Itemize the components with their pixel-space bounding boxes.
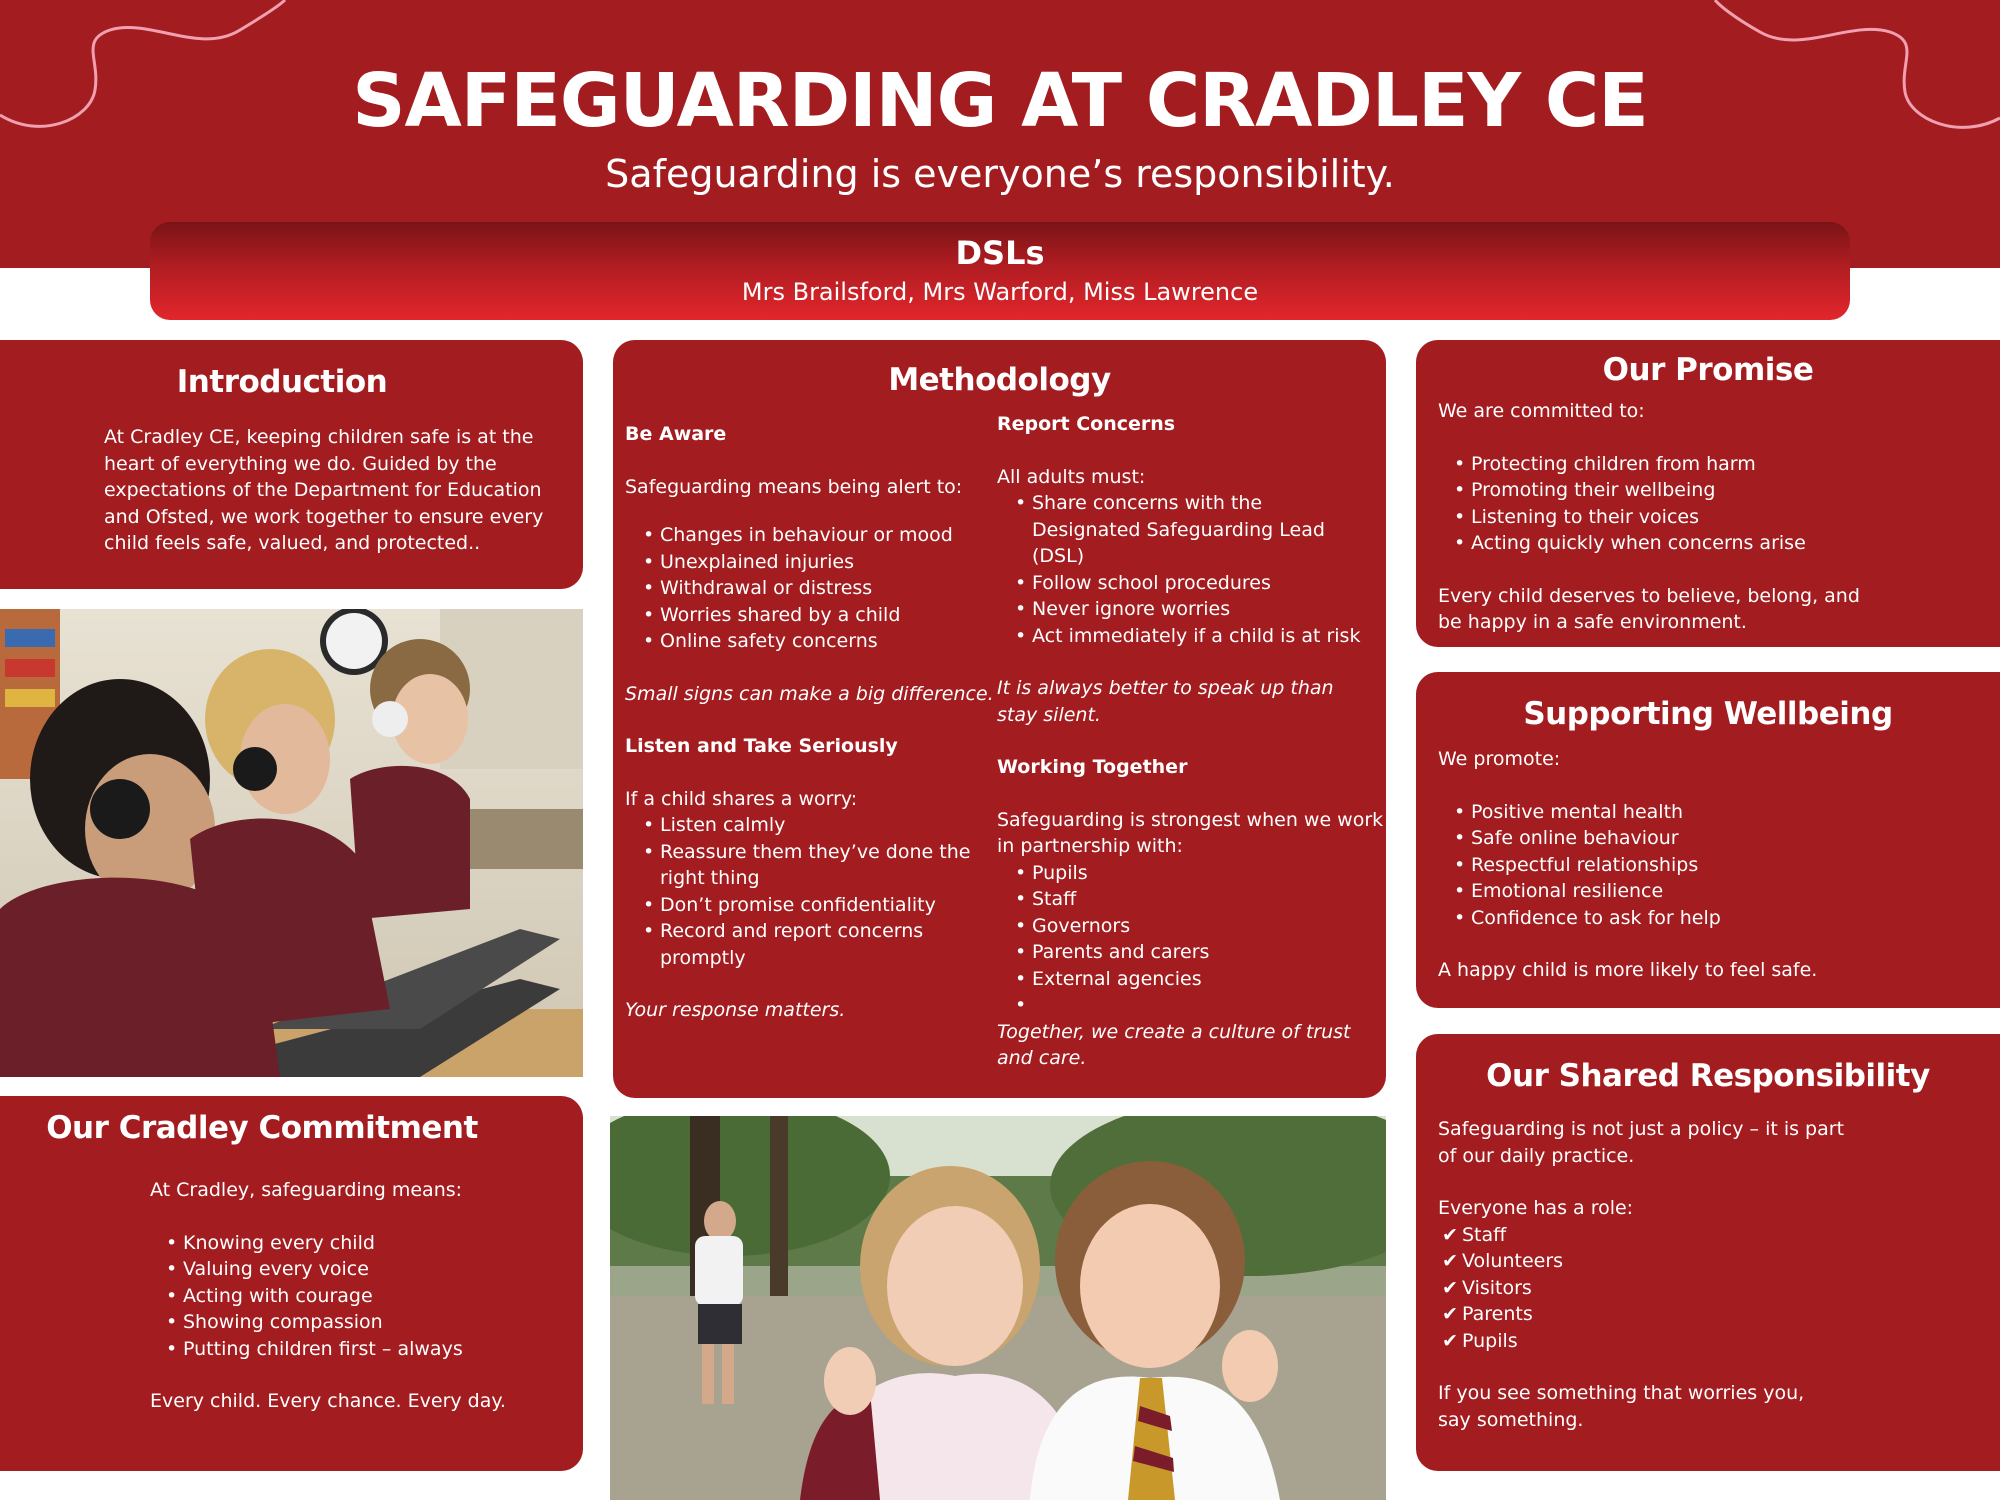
be-aware-list — [643, 522, 995, 655]
list-item: • Protecting children from harm — [1454, 451, 1888, 478]
list-item: • Share concerns with the Designated Safeguarding Lead (DSL) — [1015, 490, 1365, 570]
commitment-card — [0, 1096, 583, 1471]
playground-photo — [610, 1116, 1386, 1500]
classroom-photo-icon — [0, 609, 583, 1077]
list-item: • Emotional resilience — [1454, 878, 1888, 905]
promise-card — [1416, 340, 2000, 647]
listen-closing: Your response matters. — [625, 999, 846, 1021]
commitment-heading: Our Cradley Commitment — [46, 1110, 478, 1146]
list-item: • Follow school procedures — [1015, 570, 1365, 597]
shared-closing: If you see something that worries you, say something. — [1438, 1382, 1805, 1431]
report-intro: All adults must: — [997, 465, 1146, 488]
list-item: ✔ Volunteers — [1438, 1248, 1868, 1275]
be-aware-title: Be Aware — [625, 423, 727, 445]
report-list — [1015, 490, 1365, 649]
commitment-list — [166, 1230, 570, 1363]
list-item: • Governors — [1015, 913, 1386, 940]
list-item: • Respectful relationships — [1454, 852, 1888, 879]
wellbeing-closing: A happy child is more likely to feel safe. — [1438, 959, 1818, 981]
list-item: • Listen calmly — [643, 812, 973, 839]
dsl-banner — [150, 222, 1850, 320]
list-item: • Acting quickly when concerns arise — [1454, 530, 1888, 557]
list-item: • Changes in behaviour or mood — [643, 522, 995, 549]
list-item: • Valuing every voice — [166, 1256, 570, 1283]
classroom-photo — [0, 609, 583, 1077]
playground-photo-icon — [610, 1116, 1386, 1500]
check-icon: ✔ — [1442, 1303, 1458, 1325]
list-item: • Promoting their wellbeing — [1454, 477, 1888, 504]
list-item: • Parents and carers — [1015, 939, 1386, 966]
list-item: • Withdrawal or distress — [643, 575, 995, 602]
list-item: • Putting children first – always — [166, 1336, 570, 1363]
be-aware-section — [625, 421, 995, 1024]
listen-intro: If a child shares a worry: — [625, 787, 858, 810]
working-title: Working Together — [997, 756, 1188, 778]
list-item: • Online safety concerns — [643, 628, 995, 655]
report-section — [997, 411, 1386, 1072]
introduction-body: At Cradley CE, keeping children safe is at the heart of everything we do. Guided by the expectations of the Department for Education and Ofsted, we work together to ensure every child feels safe, valued, and protected.. — [104, 426, 544, 554]
dsl-title: DSLs — [955, 234, 1045, 272]
list-item: ✔ Staff — [1438, 1222, 1868, 1249]
listen-list — [643, 812, 973, 971]
report-closing: It is always better to speak up than stay silent. — [997, 677, 1334, 726]
list-item: • Listening to their voices — [1454, 504, 1888, 531]
working-closing: Together, we create a culture of trust and care. — [997, 1020, 1351, 1069]
methodology-card — [613, 340, 1386, 1098]
shared-card — [1416, 1034, 2000, 1471]
list-item — [1015, 992, 1386, 1019]
working-intro: Safeguarding is strongest when we work in partnership with: — [997, 808, 1384, 857]
page-subtitle: Safeguarding is everyone’s responsibility. — [605, 152, 1395, 196]
list-item: • Safe online behaviour — [1454, 825, 1888, 852]
promise-closing: Every child deserves to believe, belong, and be happy in a safe environment. — [1438, 584, 1860, 633]
list-item: • Showing compassion — [166, 1309, 570, 1336]
roles-list — [1438, 1222, 1868, 1355]
be-aware-intro: Safeguarding means being alert to: — [625, 475, 963, 498]
check-icon: ✔ — [1442, 1223, 1458, 1246]
list-item: • Don’t promise confidentiality — [643, 892, 973, 919]
list-item: • Unexplained injuries — [643, 549, 995, 576]
be-aware-closing: Small signs can make a big difference. — [625, 682, 994, 705]
list-item: • Act immediately if a child is at risk — [1015, 623, 1365, 650]
list-item: ✔ Pupils — [1438, 1328, 1868, 1355]
check-icon: ✔ — [1442, 1329, 1458, 1352]
list-item: • Pupils — [1015, 860, 1386, 887]
list-item: • External agencies — [1015, 966, 1386, 993]
list-item: • Worries shared by a child — [643, 602, 995, 629]
promise-heading: Our Promise — [1602, 352, 1814, 388]
list-item: • Knowing every child — [166, 1230, 570, 1257]
commitment-intro: At Cradley, safeguarding means: — [150, 1179, 463, 1201]
list-item: ✔ Parents — [1438, 1301, 1868, 1328]
list-item: • Record and report concerns promptly — [643, 918, 973, 971]
shared-role-intro: Everyone has a role: — [1438, 1197, 1634, 1219]
working-list — [1015, 860, 1386, 1019]
wellbeing-list — [1454, 799, 1888, 932]
list-item: ✔ Visitors — [1438, 1275, 1868, 1302]
shared-intro: Safeguarding is not just a policy – it is part of our daily practice. — [1438, 1118, 1845, 1167]
list-item: • Staff — [1015, 886, 1386, 913]
list-item: • Acting with courage — [166, 1283, 570, 1310]
listen-title: Listen and Take Seriously — [625, 735, 898, 757]
introduction-card — [0, 340, 583, 589]
shared-heading: Our Shared Responsibility — [1486, 1058, 1930, 1094]
methodology-heading: Methodology — [888, 362, 1111, 398]
dsl-names: Mrs Brailsford, Mrs Warford, Miss Lawrence — [741, 278, 1259, 306]
list-item: • Reassure them they’ve done the right thing — [643, 839, 973, 892]
commitment-closing: Every child. Every chance. Every day. — [150, 1390, 506, 1412]
list-item: • Never ignore worries — [1015, 596, 1365, 623]
wellbeing-heading: Supporting Wellbeing — [1523, 696, 1893, 732]
promise-intro: We are committed to: — [1438, 400, 1645, 422]
list-item: • Positive mental health — [1454, 799, 1888, 826]
wellbeing-card — [1416, 672, 2000, 1008]
promise-list — [1454, 451, 1888, 557]
page-title: SAFEGUARDING AT CRADLEY CE — [352, 58, 1648, 144]
check-icon: ✔ — [1442, 1276, 1458, 1299]
introduction-heading: Introduction — [176, 364, 388, 400]
check-icon: ✔ — [1442, 1250, 1458, 1272]
report-title: Report Concerns — [997, 413, 1176, 435]
wellbeing-intro: We promote: — [1438, 748, 1561, 770]
list-item: • Confidence to ask for help — [1454, 905, 1888, 932]
